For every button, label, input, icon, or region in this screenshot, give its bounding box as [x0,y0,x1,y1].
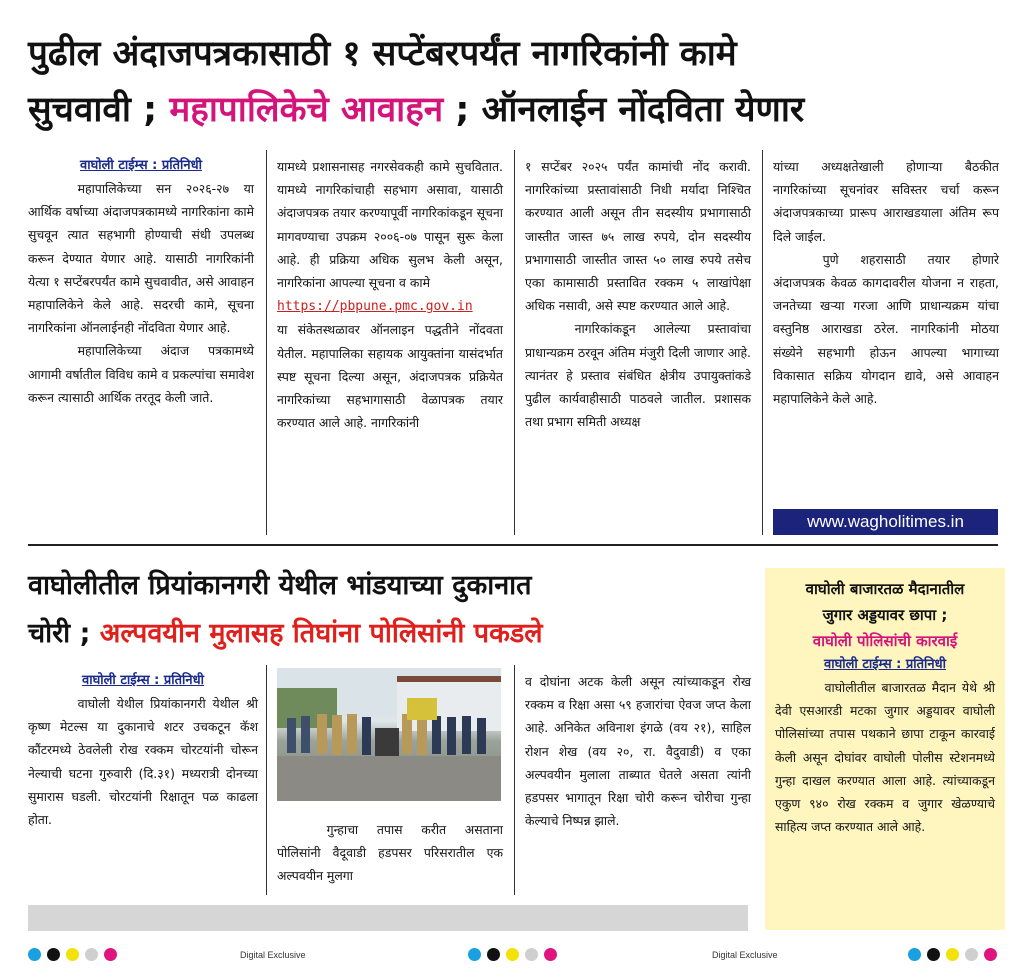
article1-link-para [277,294,503,318]
color-registration-dots-right [908,948,997,961]
gray-dot [525,948,538,961]
article1-column-2 [277,155,503,434]
article2-col2-para1: गुन्हाचा तपास करीत असताना पोलिसांनी वैदूवाडी हडपसर परिसरातील एक अल्पवयीन मुलगा [277,822,503,884]
gray-dot [965,948,978,961]
website-banner[interactable]: www.wagholitimes.in [773,509,998,535]
magenta-dot [544,948,557,961]
article2-col3-para1: व दोघांना अटक केली असून त्यांच्याकडून रोख रक्कम व रिक्षा असा ५९ हजारांचा ऐवज जप्त केला आहे. अनिकेत अविनाश इंगळे (वय २१), साहिल रोशन शेख (वय २०, रा. वैदुवाडी) व एका अल्पवयीन मुलाला ताब्यात घेतले असता त्यांनी हडपसर भागातून रिक्षा चोरी करून चोरीचा गुन्हा केल्याचे निष्पन्न झाले. [525,674,751,829]
article3-byline: वाघोली टाईम्स : प्रतिनिधी [823,657,947,672]
article2-byline: वाघोली टाईम्स : प्रतिनिधी [81,673,205,688]
article2-column-1 [28,670,258,831]
article2-col1-para1: वाघोली येथील प्रियांकानगरी येथील श्री कृष्ण मेटल्स या दुकानाचे शटर उचकटून कॅश कौंटरमध्ये ठेवलेली रोख रक्कम चोरटयांनी चोरून नेल्याची घटना गुरुवारी (दि.३१) मध्यरात्री दोनच्या सुमारास घडली. चोरटयांनी रिक्षातून पळ काढला होता. [28,696,258,828]
article1-headline-line2 [28,84,804,136]
article1-headline-part-a: सुचवावी ; [28,90,170,130]
footer-label-left: Digital Exclusive [240,950,306,960]
article1-col2-para1: यामध्ये प्रशासनासह नगरसेवकही कामे सुचवितात. यामध्ये नागरिकांचाही सहभाग असावा, यासाठी अंदाजपत्रक तयार करण्यापूर्वी नागरिकांकडून सूचना मागवण्याचा उपक्रम २००६-०७ पासून सुरू केला आहे. ही प्रक्रिया अधिक सुलभ केली असून, नागरिकांना आपल्या सूचना व कामे [277,159,503,291]
article1-column-3 [525,155,751,433]
cyan-dot [468,948,481,961]
yellow-dot [66,948,79,961]
article1-col4-para2: पुणे शहरासाठी तयार होणारे अंदाजपत्रक केवळ कागदावरील योजना न राहता, जनतेच्या खऱ्या गरजा आणि प्राधान्यक्रम यांचा वस्तुनिष्ठ आराखडा ठरेल. नागरिकांनी मोठया संख्येने सहभागी होऊन आपल्या भागाच्या विकासात सक्रिय योगदान द्यावे, असे आवाहन महापालिकेने केले आहे. [773,251,999,407]
column-divider [514,665,515,895]
article1-col1-para1: महापालिकेच्या सन २०२६-२७ या आर्थिक वर्षाच्या अंदाजपत्रकामध्ये नागरिकांना कामे सुचवून त्यात सहभागी होण्याची संधी उपलब्ध करून देण्यात येणार आहे. यासाठी नागरिकांनी येत्या १ सप्टेंबरपर्यंत कामे सुचवावीत, असे आवाहन महापालिकेने केले आहे. सदरची कामे, सूचना नागरिकांना ऑनलाईनही नोंदविता येणार आहे. [28,181,254,336]
article1-headline-line1: पुढील अंदाजपत्रकासाठी १ सप्टेंबरपर्यंत नागरिकांनी कामे [28,34,737,74]
gray-dot [85,948,98,961]
article1-col3-para2: नागरिकांकडून आलेल्या प्रस्तावांचा प्राधान्यक्रम ठरवून अंतिम मंजुरी दिली जाणार आहे. त्यानंतर हे प्रस्ताव संबंधित क्षेत्रीय उपायुक्तांकडे पुढील कार्यवाहीसाठी पाठवले जातील. प्रशासक तथा प्रभाग समिती अध्यक्ष [525,321,751,430]
column-divider [266,665,267,895]
column-divider [514,150,515,535]
black-dot [487,948,500,961]
article2-column-2 [277,818,503,888]
bottom-gray-bar [28,905,748,931]
color-registration-dots-center [468,948,557,961]
cyan-dot [908,948,921,961]
color-registration-dots-left [28,948,117,961]
article1-col2-para2: या संकेतस्थळावर ऑनलाइन पद्धतीने नोंदवता येतील. महापालिका सहायक आयुक्तांना यासंदर्भात स्पष्ट सूचना दिल्या असून, अंदाजपत्रक प्रक्रियेत नागरिकांच्या सहभागासाठी वेळापत्रक तयार करण्यात आले आहे. नागरिकांनी [277,322,503,431]
article1-byline: वाघोली टाईम्स : प्रतिनिधी [79,158,203,173]
article2-headline-highlight: अल्पवयीन मुलासह तिघांना पोलिसांनी पकडले [99,618,543,649]
pmc-budget-website-link[interactable]: https://pbpune.pmc.gov.in [277,299,473,315]
article3-subtitle: वाघोली पोलिसांची कारवाई [812,632,958,650]
article1-col3-para1: १ सप्टेंबर २०२५ पर्यंत कामांची नोंद करावी. नागरिकांच्या प्रस्तावांसाठी निधी मर्यादा निश्चित करण्यात आली असून तीन सदस्यीय प्रभागासाठी जास्तीत जास्त ७५ लाख रुपये, दोन सदस्यीय प्रभागासाठी जास्तीत जास्त ५० लाख रुपये तसेच एका कामासाठी प्रस्तावित रक्कम ५ लाखांपेक्षा अधिक नसावी, असे स्पष्ट करण्यात आले आहे. [525,159,751,314]
article2-headline-part-a: चोरी ; [28,618,100,649]
magenta-dot [984,948,997,961]
article3-body [765,676,1005,838]
section-divider [28,544,998,546]
photo-scene [277,668,501,801]
article2-headline-line2 [28,612,543,656]
footer-label-right: Digital Exclusive [712,950,778,960]
article1-col4-para1: यांच्या अध्यक्षतेखाली होणाऱ्या बैठकीत नागरिकांच्या सूचनांवर सविस्तर चर्चा करून अंदाजपत्रकाच्या प्रारूप आराखडयाला अंतिम रूप दिले जाईल. [773,159,999,244]
article1-column-4 [773,155,999,410]
article3-title-line2: जुगार अड्डयावर छापा ; [822,606,948,624]
police-group-photo [277,668,501,801]
yellow-dot [506,948,519,961]
article1-headline-part-c: ; ऑनलाईन नोंदविता येणार [443,90,805,130]
cyan-dot [28,948,41,961]
article3-body-para: वाघोलीतील बाजारतळ मैदान येथे श्री देवी एसआरडी मटका जुगार अड्डयावर वाघोली पोलिसांच्या तपास पथकाने छापा टाकून कारवाई केली असून दोघांवर वाघोली पोलीस स्टेशनमध्ये गुन्हा दाखल करण्यात आला आहे. त्यांच्याकडून एकुण ९४० रोख रक्कम व जुगार खेळण्याचे साहित्य जप्त करण्यात आले आहे. [775,680,995,835]
article3-title-line1: वाघोली बाजारतळ मैदानातील [805,580,965,598]
yellow-dot [946,948,959,961]
column-divider [266,150,267,535]
article2-column-3 [525,670,751,832]
article1-headline-highlight: महापालिकेचे आवाहन [169,90,444,130]
magenta-dot [104,948,117,961]
column-divider [762,150,763,535]
black-dot [927,948,940,961]
black-dot [47,948,60,961]
article1-col1-para2: महापालिकेच्या अंदाज पत्रकामध्ये आगामी वर्षातील विविध कामे व प्रकल्पांचा समावेश करून त्यासाठी आर्थिक तरतूद केली जाते. [28,343,254,405]
article3-sidebox [765,568,1005,930]
article1-column-1 [28,155,254,409]
article2-headline-line1: वाघोलीतील प्रियांकानगरी येथील भांडयाच्या दुकानात [28,570,532,601]
